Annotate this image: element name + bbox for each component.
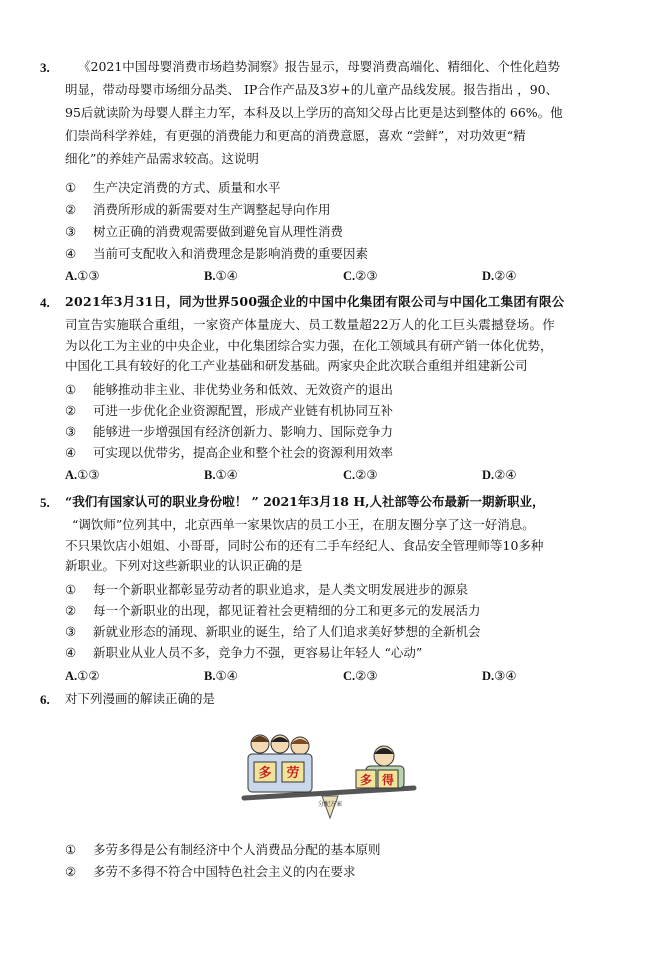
- option-3: ③ 新就业形态的涌现、新职业的诞生，给了人们追求美好梦想的全新机会: [65, 624, 481, 639]
- question-number: 6.: [40, 692, 50, 707]
- option-1: ① 每一个新职业都彰显劳动者的职业追求，是人类文明发展进步的源泉: [65, 582, 469, 597]
- option-3: ③ 能够进一步增强国有经济创新力、影响力、国际竞争力: [65, 424, 394, 439]
- stem-line: 司宣告实施联合重组，一家资产体量庞大、员工数量超22万人的化工巨头震撼登场。作: [65, 317, 556, 332]
- option-4: ④ 新职业从业人员不多，竞争力不强，更容易让年轻人 “心动”: [65, 645, 423, 660]
- choice-c: C.②③: [343, 268, 378, 283]
- option-2: ② 多劳不多得不符合中国特色社会主义的内在要求: [65, 864, 356, 879]
- option-1: ① 生产决定消费的方式、质量和水平: [65, 180, 281, 195]
- stem-line: 中国化工具有较好的化工产业基础和研发基础。两家央企此次联合重组并组建新公司: [65, 358, 528, 373]
- choice-b: B.①④: [204, 268, 238, 283]
- stem-line: 95后就读阶为母婴人群主力军，本科及以上学历的高知父母占比更是达到整体的 66%。他: [65, 105, 563, 120]
- choice-c: C.②③: [343, 467, 378, 482]
- choice-d: D.②④: [482, 467, 517, 482]
- stem-line: 不只果饮店小姐姐、小哥哥，同时公布的还有二手车经纪人、食品安全管理师等10多种: [65, 538, 544, 553]
- cartoon-image: [238, 730, 418, 820]
- question-number: 4.: [40, 295, 50, 310]
- svg-text:得: 得: [381, 773, 395, 787]
- choice-c: C.②③: [343, 668, 378, 683]
- stem-line: 细化”的养娃产品需求较高。这说明: [65, 151, 259, 166]
- question-number: 3.: [40, 60, 50, 75]
- option-4: ④ 当前可支配收入和消费理念是影响消费的重要因素: [65, 246, 369, 261]
- choice-a: A.①③: [65, 467, 100, 482]
- stem-line: 2021年3月31日，同为世界500强企业的中国中化集团有限公司与中国化工集团有限公: [65, 294, 565, 309]
- question-number: 5.: [40, 495, 50, 510]
- option-4: ④ 可实现以优带劣，提高企业和整个社会的资源利用效率: [65, 445, 394, 460]
- stem-line: 为以化工为主业的中央企业，中化集团综合实力强，在化工领域具有研产销一体化优势，: [65, 338, 553, 353]
- stem-line: 明显，带动母婴市场细分品类、 IP合作产品及3岁+的儿童产品线发展。报告指出 ，90、: [65, 82, 559, 97]
- option-1: ① 能够推动非主业、非优势业务和低效、无效资产的退出: [65, 382, 394, 397]
- choice-a: A.①③: [65, 268, 100, 283]
- stem-line: “调饮师”位列其中，北京西单一家果饮店的员工小王，在朋友圈分享了这一好消息。: [72, 517, 535, 532]
- choice-b: B.①④: [204, 668, 238, 683]
- option-1: ① 多劳多得是公有制经济中个人消费品分配的基本原则: [65, 842, 381, 857]
- option-3: ③ 树立正确的消费观需要做到避免盲从理性消费: [65, 224, 344, 239]
- stem-line: 们崇尚科学养娃，有更强的消费能力和更高的消费意愿，喜欢 “尝鲜”，对功效更“精: [65, 128, 526, 143]
- option-2: ② 消费所形成的新需要对生产调整起导向作用: [65, 202, 331, 217]
- svg-text:多: 多: [258, 766, 272, 781]
- stem-line: “我们有国家认可的职业身份啦！ ” 2021年3月18 H,人社部等公布最新一期新职业，: [65, 494, 545, 509]
- stem-line: 《2021中国母婴消费市场趋势洞察》报告显示，母婴消费高端化、精细化、个性化趋势: [78, 59, 560, 74]
- choice-d: D.②④: [482, 268, 517, 283]
- choice-b: B.①④: [204, 467, 238, 482]
- option-2: ② 每一个新职业的出现，都见证着社会更精细的分工和更多元的发展活力: [65, 603, 481, 618]
- svg-text:多: 多: [359, 773, 373, 787]
- fulcrum-label: 分配方案: [317, 801, 343, 808]
- choice-d: D.③④: [482, 668, 517, 683]
- option-2: ② 可进一步优化企业资源配置，形成产业链有机协同互补: [65, 403, 394, 418]
- choice-a: A.①②: [65, 668, 100, 683]
- svg-text:劳: 劳: [286, 766, 300, 781]
- stem-line: 新职业。下列对这些新职业的认识正确的是: [65, 558, 303, 573]
- stem-line: 对下列漫画的解读正确的是: [65, 691, 216, 706]
